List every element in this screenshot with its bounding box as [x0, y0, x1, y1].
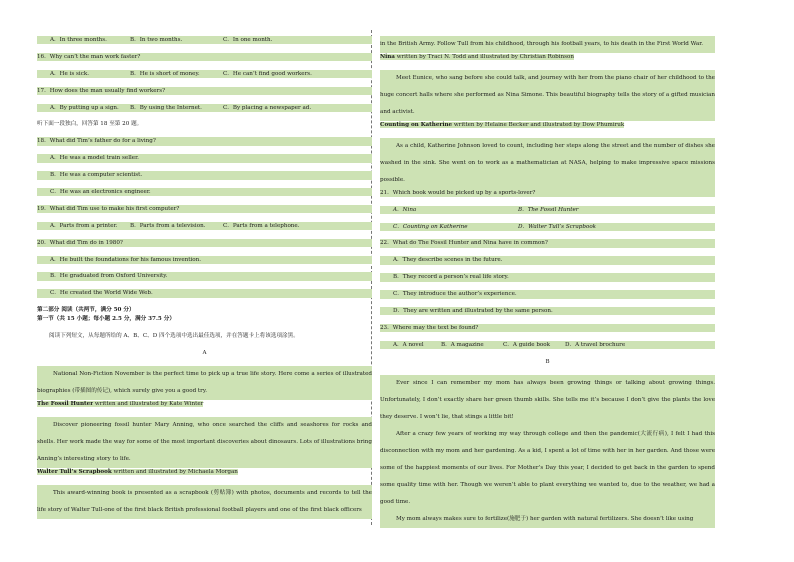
book1-title: The Fossil Hunter: [37, 400, 94, 407]
book3-heading: [380, 53, 715, 61]
book2-description: [37, 485, 372, 519]
q17-option-a: A．By putting up a sign.: [50, 104, 119, 111]
section1-instruction: 阅读下列短文，从每题所给的 A、B、C、D 四个选项中选出最佳选项，并在答题卡上将该选项涂黑。: [49, 333, 299, 340]
book4-byline: written by Helaine Becker and illustrated by Dow Phumiruk: [452, 121, 625, 128]
passage-b-paragraph-2: [380, 426, 715, 511]
book3-byline: written by Traci N. Todd and illustrated by Christian Robinson: [394, 54, 574, 60]
book3-text: Meet Eunice, who sang before she could talk, and journey with her from the piano chair of her childhood to the huge concert halls where she performed as Nina Simone. This beautiful biography tells the story of a gifted musician and activist.: [380, 74, 715, 115]
left-column: [37, 36, 372, 519]
passage-a-intro: [37, 366, 372, 400]
q18-option-a: A．He was a model train seller.: [37, 154, 372, 162]
section1-title: 第一节（共 15 小题；每小题 2.5 分，满分 37.5 分）: [37, 316, 175, 323]
passage-a-label: A: [202, 349, 207, 356]
q23-option-a: A．A novel: [393, 341, 424, 348]
q21-option-c: C．Counting on Katherine: [393, 223, 468, 230]
passage-b-paragraph-3: [380, 511, 715, 528]
q18-option-c: C．He was an electronics engineer.: [37, 188, 372, 196]
q22-option-a: A．They describe scenes in the future.: [380, 256, 715, 264]
q18-stem: 18．What did Tim’s father do for a living?: [37, 137, 372, 145]
q17-stem: 17．How does the man usually find workers?: [37, 87, 372, 95]
q23-options: [380, 341, 715, 349]
book1-text: Discover pioneering fossil hunter Mary Anning, who once searched the cliffs and seashores for rocks and shells. Her work made the way for some of the most important discoveries about dinosaurs. Lots of illustrations bring Anning’s interesting story to life.: [37, 421, 372, 462]
book4-heading: [380, 121, 715, 129]
q21-option-a: A．Nina: [393, 206, 417, 213]
book2-byline: written and illustrated by Michaela Morgan: [111, 468, 238, 475]
q21-option-d: D．Walter Tull’s Scrapbook: [518, 223, 597, 230]
book2-text: This award-winning book is presented as a scrapbook (剪贴簿) with photos, documents and records to tell the life story of Walter Tull-one of the first black British professional football players and one of the first black officers: [37, 489, 372, 513]
passage-b-paragraph-1: [380, 375, 715, 426]
q20-option-a: A．He built the foundations for his famous invention.: [37, 256, 372, 264]
book1-byline: written and illustrated by Kate Winter: [93, 400, 204, 407]
q22-option-b: B．They record a person’s real life story.: [380, 273, 715, 281]
q15-options: [37, 36, 372, 44]
passage-b-label: B: [545, 358, 550, 365]
q21-options-ab: [380, 206, 715, 214]
book2-continuation: [380, 36, 715, 53]
book2-heading: [37, 468, 372, 476]
q19-option-c: C．Parts from a telephone.: [223, 222, 300, 229]
q22-stem: 22．What do The Fossil Hunter and Nina have in common?: [380, 239, 715, 247]
q17-option-c: C．By placing a newspaper ad.: [223, 104, 312, 111]
passage-b-p2-text: After a crazy few years of working my way through college and then the pandemic(大流行病), I felt I had this disconnection with my mom and her gardening. As a kid, I spent a lot of time with her in her garden. And those were some of the happiest moments of our lives. For Mother’s Day this year, I decided to get back in the garden to spend some quality time with her. Though we weren’t able to plant everything we wanted to, due to the weather, we had a good time.: [380, 430, 715, 505]
q21-options-cd: [380, 223, 715, 231]
q16-stem: 16．Why can’t the man work faster?: [37, 53, 372, 61]
q19-stem: 19．What did Tim use to make his first computer?: [37, 205, 372, 213]
passage-a-intro-text: National Non-Fiction November is the perfect time to pick up a true life story. Here come a series of illustrated biographies (带插图的传记), which surely give you a good try.: [37, 370, 372, 394]
q15-option-c: C．In one month.: [223, 37, 273, 43]
book3-description: [380, 70, 715, 121]
book1-description: [37, 417, 372, 468]
q17-option-b: B．By using the Internet.: [130, 104, 202, 111]
q20-stem: 20．What did Tim do in 1980?: [37, 239, 372, 247]
q20-option-c: C．He created the World Wide Web.: [37, 289, 372, 297]
passage-b-p3-text: My mom always makes sure to fertilize(施肥于) her garden with natural fertilizers. She doesn’t like using: [396, 515, 694, 522]
q23-option-c: C．A guide book: [503, 341, 551, 348]
q23-option-d: D．A travel brochure: [565, 341, 626, 348]
q17-options: [37, 104, 372, 112]
book4-title: Counting on Katherine: [380, 121, 453, 128]
q22-option-d: D．They are written and illustrated by the same person.: [380, 307, 715, 315]
q19-options: [37, 222, 372, 230]
q23-option-b: B．A magazine: [441, 341, 484, 348]
instruction-18-20: 听下面一段独白，回答第 18 至第 20 题。: [37, 121, 143, 128]
q20-option-b: B．He graduated from Oxford University.: [37, 272, 372, 280]
q15-option-a: A．In three months.: [50, 37, 107, 43]
q16-option-c: C．He can’t find good workers.: [223, 70, 312, 77]
right-column: [380, 36, 715, 528]
book3-title: Nina: [380, 54, 395, 60]
q16-options: [37, 70, 372, 78]
q21-stem: 21．Which book would be picked up by a sports-lover?: [380, 189, 715, 197]
passage-b-p1-text: Ever since I can remember my mom has always been growing things or talking about growing things. Unfortunately, I don’t exactly share her green thumb skills. She tells me it’s because I don’t give the plants the love they deserve. I won’t lie, that stings a little bit!: [380, 379, 715, 420]
book1-heading: [37, 400, 372, 408]
part2-title: 第二部分 阅读（共两节，满分 50 分）: [37, 307, 135, 314]
q18-option-b: B．He was a computer scientist.: [37, 171, 372, 179]
q16-option-a: A．He is sick.: [50, 70, 89, 77]
q19-option-b: B．Parts from a television.: [130, 222, 206, 229]
book4-description: [380, 138, 715, 189]
q22-option-c: C．They introduce the author’s experience.: [380, 290, 715, 298]
q23-stem: 23．Where may the text be found?: [380, 324, 715, 332]
q21-option-b: B．The Fossil Hunter: [518, 206, 579, 213]
book4-text: As a child, Katherine Johnson loved to count, including her steps along the street and the number of dishes she washed in the sink. She went on to work as a mathematician at NASA, helping to make impressive space missions possible.: [380, 142, 715, 183]
book2-title: Walter Tull’s Scrapbook: [37, 468, 112, 475]
book2-cont-text: in the British Army. Follow Tull from his childhood, through his football years, to his death in the First World War.: [380, 41, 704, 47]
q19-option-a: A．Parts from a printer.: [50, 222, 118, 229]
q16-option-b: B．He is short of money.: [130, 70, 200, 77]
q15-option-b: B．In two months.: [130, 37, 183, 43]
